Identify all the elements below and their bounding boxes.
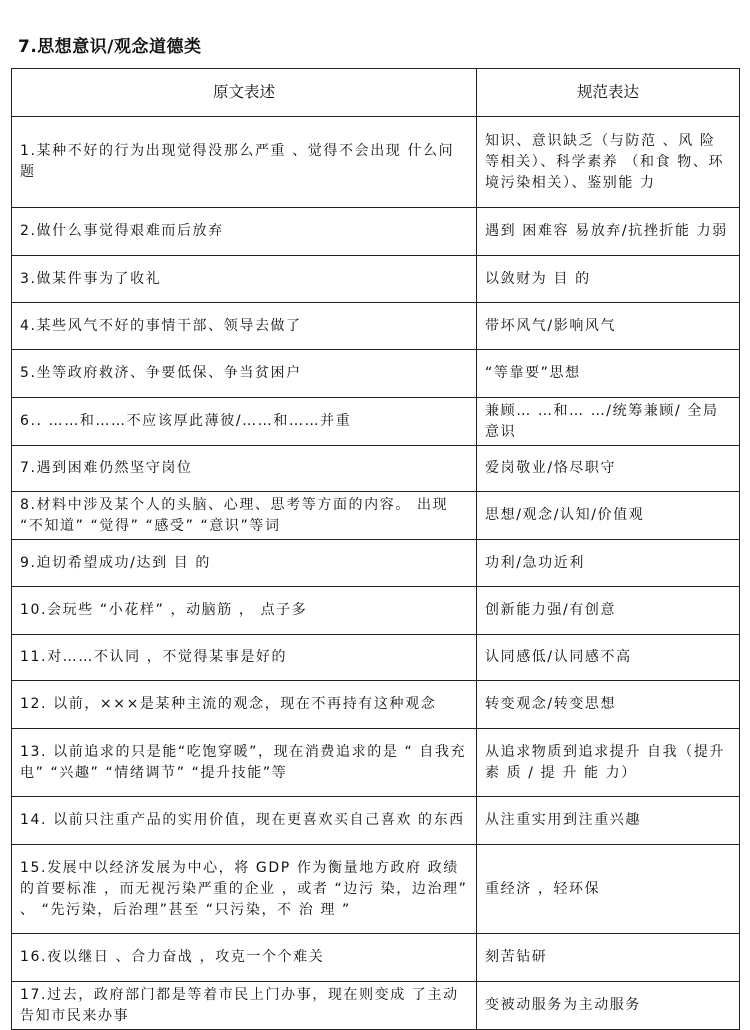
table-row <box>12 587 740 635</box>
cell-original: 13. 以前追求的只是能“吃饱穿暖”，现在消费追求的是 “ 自我充电” “兴趣” “情绪调节” “提升技能”等 <box>12 729 477 797</box>
cell-standard: 遇到 困难容 易放弃/抗挫折能 力弱 <box>477 208 740 256</box>
header-original: 原文表述 <box>12 69 477 117</box>
table-row <box>12 303 740 350</box>
table-header-row <box>12 69 740 117</box>
cell-standard: 刻苦钻研 <box>477 934 740 982</box>
cell-standard: 从注重实用到注重兴趣 <box>477 797 740 845</box>
cell-original: 3.做某件事为了收礼 <box>12 256 477 303</box>
cell-standard: 从追求物质到追求提升 自我（提升 素 质 / 提 升 能 力） <box>477 729 740 797</box>
table-row <box>12 208 740 256</box>
cell-standard: 功利/急功近利 <box>477 540 740 587</box>
cell-original: 7.遇到困难仍然坚守岗位 <box>12 446 477 492</box>
cell-standard: 带坏风气/影响风气 <box>477 303 740 350</box>
table-row <box>12 492 740 540</box>
table-row <box>12 635 740 681</box>
cell-standard: 重经济 ，轻环保 <box>477 845 740 934</box>
table-row <box>12 797 740 845</box>
cell-original: 5.坐等政府救济、争要低保、争当贫困户 <box>12 350 477 398</box>
cell-original: 10.会玩些 “小花样” ，动脑筋 ， 点子多 <box>12 587 477 635</box>
table-row <box>12 398 740 446</box>
table-row <box>12 117 740 208</box>
table-row <box>12 540 740 587</box>
header-standard: 规范表达 <box>477 69 740 117</box>
terms-table <box>11 68 740 1030</box>
cell-original: 2.做什么事觉得艰难而后放弃 <box>12 208 477 256</box>
table-row <box>12 350 740 398</box>
cell-original: 4.某些风气不好的事情干部、领导去做了 <box>12 303 477 350</box>
cell-standard: 转变观念/转变思想 <box>477 681 740 729</box>
table-row <box>12 681 740 729</box>
table-row <box>12 256 740 303</box>
table-row <box>12 729 740 797</box>
cell-original: 17.过去，政府部门都是等着市民上门办事，现在则变成 了主动告知市民来办事 <box>12 982 477 1030</box>
cell-original: 9.迫切希望成功/达到 目 的 <box>12 540 477 587</box>
table-row <box>12 982 740 1030</box>
cell-original: 15.发展中以经济发展为中心，将 GDP 作为衡量地方政府 政绩的首要标准 ，而无视污染严重的企业 ，或者 “边污 染，边治理” 、 “先污染，后治理”甚至 “只污染，不 治 理 ” <box>12 845 477 934</box>
cell-standard: 认同感低/认同感不高 <box>477 635 740 681</box>
cell-standard: “等靠要”思想 <box>477 350 740 398</box>
cell-standard: 知识、意识缺乏（与防范 、风 险等相关）、科学素养 （和食 物、环境污染相关）、鉴别能 力 <box>477 117 740 208</box>
cell-original: 16.夜以继日 、合力奋战 ，攻克一个个难关 <box>12 934 477 982</box>
cell-original: 12. 以前，×××是某种主流的观念，现在不再持有这种观念 <box>12 681 477 729</box>
cell-original: 14. 以前只注重产品的实用价值，现在更喜欢买自己喜欢 的东西 <box>12 797 477 845</box>
cell-original: 1.某种不好的行为出现觉得没那么严重 、觉得不会出现 什么问题 <box>12 117 477 208</box>
cell-standard: 创新能力强/有创意 <box>477 587 740 635</box>
cell-standard: 爱岗敬业/恪尽职守 <box>477 446 740 492</box>
cell-standard: 思想/观念/认知/价值观 <box>477 492 740 540</box>
cell-original: 8.材料中涉及某个人的头脑、心理、思考等方面的内容。 出现 “不知道” “觉得” “感受” “意识”等词 <box>12 492 477 540</box>
table-row <box>12 446 740 492</box>
cell-original: 6.. ……和……不应该厚此薄彼/……和……并重 <box>12 398 477 446</box>
section-title: 7.思想意识/观念道德类 <box>18 37 202 57</box>
table-row <box>12 845 740 934</box>
cell-standard: 以敛财为 目 的 <box>477 256 740 303</box>
cell-original: 11.对……不认同 ，不觉得某事是好的 <box>12 635 477 681</box>
cell-standard: 变被动服务为主动服务 <box>477 982 740 1030</box>
table-row <box>12 934 740 982</box>
cell-standard: 兼顾… …和… …/统筹兼顾/ 全局意识 <box>477 398 740 446</box>
